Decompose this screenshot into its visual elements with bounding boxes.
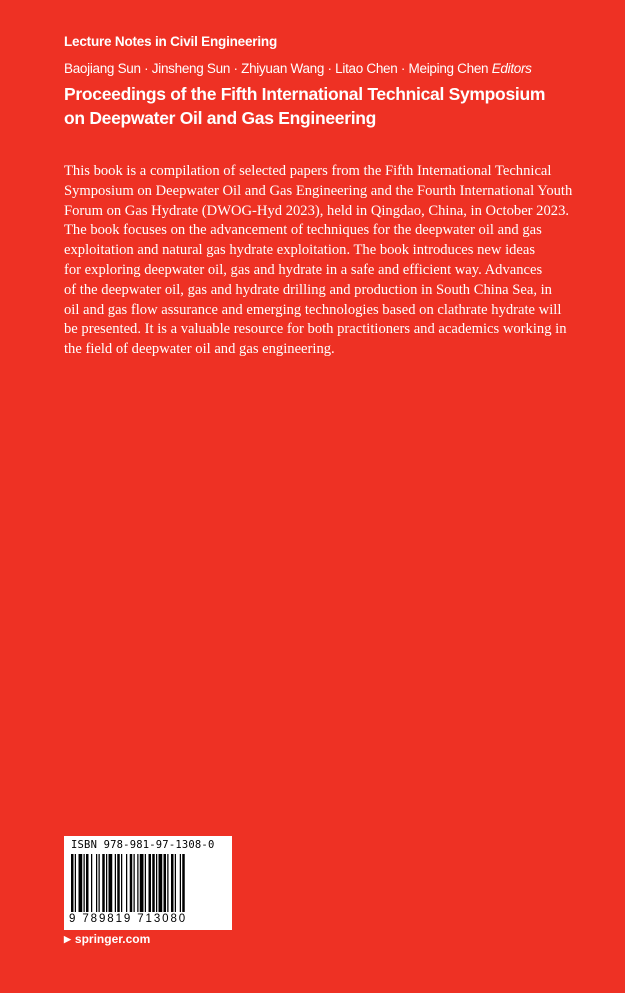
blurb-line: Forum on Gas Hydrate (DWOG-Hyd 2023), held in Qingdao, China, in October 2023. — [64, 202, 570, 219]
blurb-line: the field of deepwater oil and gas engineering. — [64, 341, 335, 358]
editors-line — [64, 61, 532, 76]
editor-names: Baojiang Sun · Jinsheng Sun · Zhiyuan Wang · Litao Chen · Meiping Chen — [64, 61, 489, 76]
barcode-box — [64, 836, 232, 930]
blurb-line: This book is a compilation of selected papers from the Fifth International Technical — [64, 163, 552, 179]
isbn-label: ISBN 978-981-97-1308-0 — [71, 839, 215, 851]
title-line: on Deepwater Oil and Gas Engineering — [64, 108, 377, 128]
blurb — [64, 162, 574, 360]
series-name: Lecture Notes in Civil Engineering — [64, 34, 277, 49]
publisher-link[interactable]: springer.com — [74, 932, 151, 946]
blurb-line: for exploring deepwater oil, gas and hydrate in a safe and efficient way. Advances — [64, 261, 543, 278]
barcode-icon — [71, 854, 225, 912]
blurb-line: The book focuses on the advancement of techniques for the deepwater oil and gas — [64, 222, 542, 239]
blurb-line: exploitation and natural gas hydrate exploitation. The book introduces new ideas — [64, 242, 536, 259]
blurb-line: oil and gas flow assurance and emerging technologies based on clathrate hydrate will — [64, 301, 562, 318]
publisher-footer[interactable] — [64, 932, 150, 946]
title-line: Proceedings of the Fifth International Technical Symposium — [64, 84, 546, 104]
blurb-line: Symposium on Deepwater Oil and Gas Engineering and the Fourth International Youth — [64, 182, 573, 199]
barcode-digits: 9 789819 713080 — [69, 913, 188, 925]
editor-role: Editors — [491, 61, 532, 76]
triangle-right-icon: ▶ — [64, 933, 71, 944]
blurb-line: be presented. It is a valuable resource for both practitioners and academics working in — [64, 321, 567, 338]
book-title — [64, 82, 584, 130]
blurb-line: of the deepwater oil, gas and hydrate drilling and production in South China Sea, in — [64, 281, 552, 298]
